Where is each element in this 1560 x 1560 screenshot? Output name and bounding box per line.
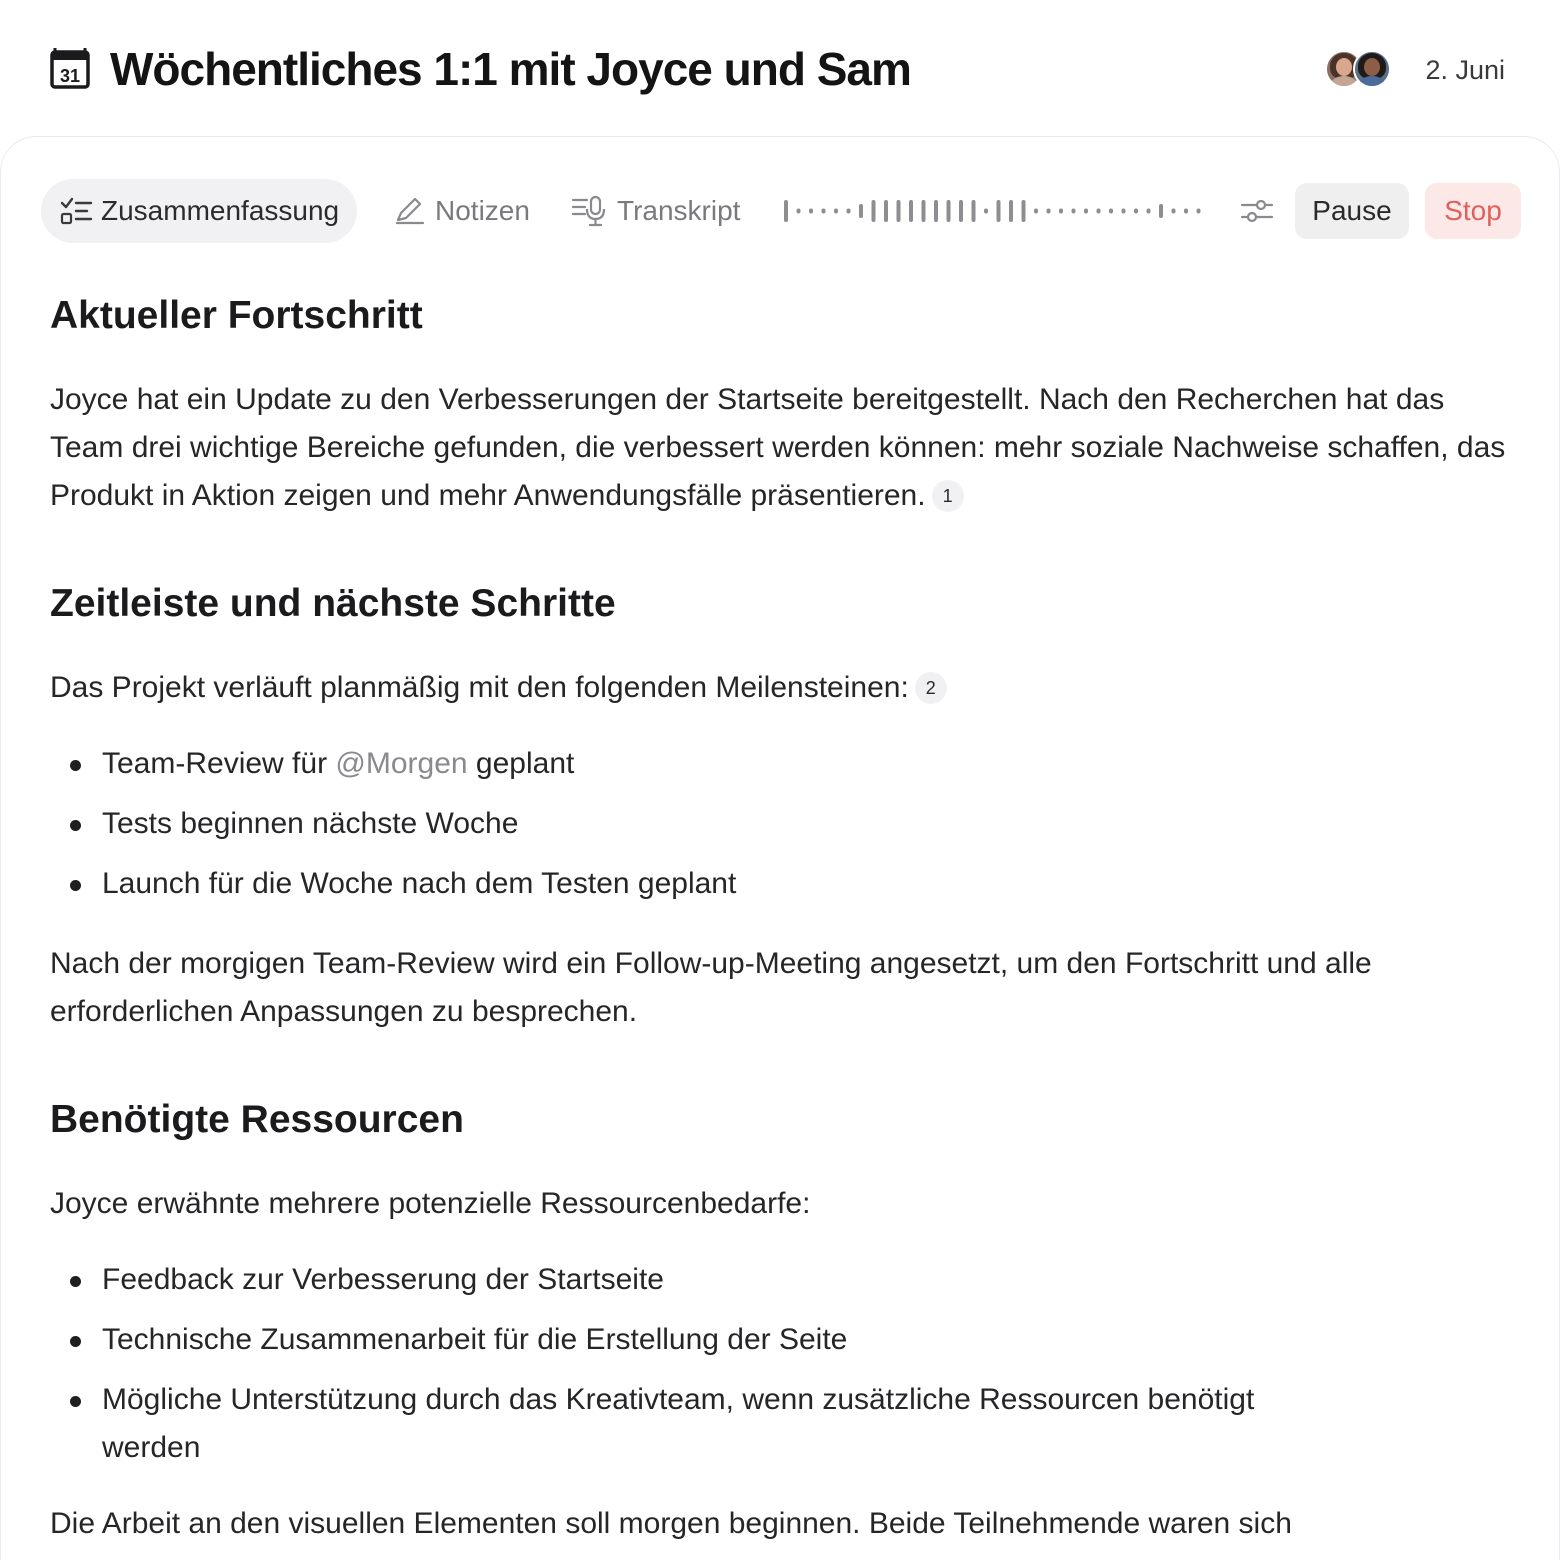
tab-transcript-label: Transkript xyxy=(617,195,741,226)
waveform-bar xyxy=(972,200,976,222)
list-item-text: geplant xyxy=(467,747,575,780)
waveform-bar xyxy=(859,204,863,218)
pencil-icon xyxy=(393,196,427,226)
waveform-bar xyxy=(1122,209,1126,214)
waveform-bar xyxy=(1084,209,1088,214)
pause-button[interactable]: Pause xyxy=(1295,183,1409,239)
waveform-bar xyxy=(872,200,876,222)
waveform-bar xyxy=(1059,209,1063,214)
participants-avatars[interactable] xyxy=(1325,50,1393,88)
waveform-bar xyxy=(1184,209,1188,214)
waveform-bar xyxy=(909,200,913,222)
tab-summary-label: Zusammenfassung xyxy=(101,195,340,226)
list-item: Feedback zur Verbesserung der Startseite xyxy=(50,1256,1350,1304)
citation-badge[interactable]: 2 xyxy=(915,672,947,704)
transcript-mic-icon xyxy=(571,195,609,227)
tab-transcript[interactable] xyxy=(571,179,740,243)
waveform-bar xyxy=(1197,209,1201,214)
intro-text: Das Projekt verläuft planmäßig mit den folgenden Meilensteinen: xyxy=(50,671,909,704)
sliders-icon xyxy=(1240,197,1274,225)
waveform-bar xyxy=(797,209,801,214)
citation-badge[interactable]: 1 xyxy=(932,480,964,512)
meeting-date: 2. Juni xyxy=(1425,55,1505,85)
waveform-bar xyxy=(1172,209,1176,214)
section-heading-progress: Aktueller Fortschritt xyxy=(50,294,423,337)
paragraph-text: Joyce hat ein Update zu den Verbesserungen der Startseite bereitgestellt. Nach den Recherchen hat das Team drei wichtige Bereiche gefunden, die verbessert werden können: mehr soziale Nachweise schaffen, das Produkt in Aktion zeigen und mehr Anwendungsfälle präsentieren. xyxy=(50,383,1506,512)
section-resources-closing: Die Arbeit an den visuellen Elementen soll morgen beginnen. Beide Teilnehmende waren sich xyxy=(50,1507,1292,1540)
list-item-text: Team-Review für xyxy=(102,747,336,780)
waveform-bar xyxy=(997,200,1001,222)
audio-waveform xyxy=(781,191,1206,231)
tab-summary[interactable] xyxy=(41,179,357,243)
waveform-bar xyxy=(834,209,838,214)
waveform-bar xyxy=(959,200,963,222)
section-progress-paragraph xyxy=(50,376,1520,520)
waveform-bar xyxy=(847,209,851,214)
waveform-bar xyxy=(1097,209,1101,214)
waveform-bar xyxy=(1047,209,1051,214)
waveform-bar xyxy=(1009,200,1013,222)
section-heading-timeline: Zeitleiste und nächste Schritte xyxy=(50,582,616,625)
waveform-bar xyxy=(1034,209,1038,214)
waveform-bar xyxy=(947,200,951,222)
avatar[interactable] xyxy=(1353,50,1391,88)
calendar-icon xyxy=(50,46,92,90)
waveform-bar xyxy=(984,209,988,214)
settings-button[interactable] xyxy=(1237,191,1277,231)
waveform-bar xyxy=(1147,209,1151,214)
tab-notes-label: Notizen xyxy=(435,195,530,226)
waveform-bar xyxy=(1159,204,1163,218)
waveform-bar xyxy=(897,200,901,222)
section-resources-intro: Joyce erwähnte mehrere potenzielle Ressourcenbedarfe: xyxy=(50,1187,811,1220)
list-item: Technische Zusammenarbeit für die Erstellung der Seite xyxy=(50,1316,1350,1364)
calendar-day-number: 31 xyxy=(59,66,81,86)
waveform-bar xyxy=(1134,209,1138,214)
waveform-bar xyxy=(809,209,813,214)
waveform-bar xyxy=(822,209,826,214)
list-item: Mögliche Unterstützung durch das Kreativteam, wenn zusätzliche Ressourcen benötigt werden xyxy=(50,1376,1350,1472)
tab-notes[interactable] xyxy=(393,179,530,243)
waveform-bar xyxy=(922,200,926,222)
waveform-bar xyxy=(1072,209,1076,214)
section-timeline-intro xyxy=(50,664,1520,712)
waveform-bar xyxy=(1022,200,1026,222)
header xyxy=(0,0,1560,138)
toolbar xyxy=(41,179,1521,243)
stop-button[interactable]: Stop xyxy=(1425,183,1521,239)
waveform-bar xyxy=(934,200,938,222)
section-timeline-closing: Nach der morgigen Team-Review wird ein Follow-up-Meeting angesetzt, um den Fortschritt und alle erforderlichen Anpassungen zu besprechen. xyxy=(50,947,1372,1028)
mention-link[interactable]: @Morgen xyxy=(335,747,468,780)
checklist-icon xyxy=(59,196,93,226)
page-title: Wöchentliches 1:1 mit Joyce und Sam xyxy=(110,43,911,95)
list-item: Tests beginnen nächste Woche xyxy=(50,800,1350,848)
section-heading-resources: Benötigte Ressourcen xyxy=(50,1098,464,1141)
list-item xyxy=(50,740,1350,788)
resources-list xyxy=(50,1256,1350,1484)
list-item: Launch für die Woche nach dem Testen geplant xyxy=(50,860,1350,908)
waveform-bar xyxy=(1109,209,1113,214)
waveform-bar xyxy=(884,200,888,222)
waveform-bar xyxy=(784,200,788,222)
milestones-list xyxy=(50,740,1350,920)
